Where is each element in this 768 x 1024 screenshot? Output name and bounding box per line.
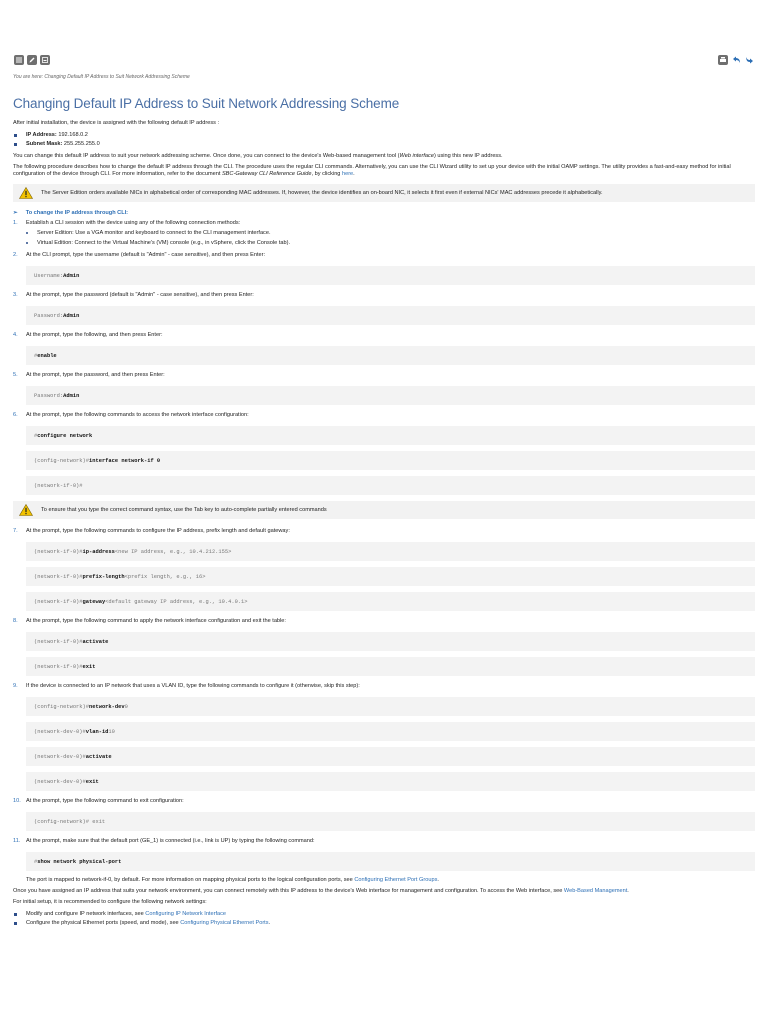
- code-block: (config-network)# exit: [26, 812, 755, 831]
- code-block: # show network physical-port: [26, 852, 755, 871]
- ethernet-port-groups-link[interactable]: Configuring Ethernet Port Groups: [354, 877, 438, 883]
- code-block: (network-if-0)# ip-address <new IP address, e.g., 10.4.212.155>: [26, 542, 755, 561]
- warning-icon: [19, 504, 33, 516]
- code-block: Username: Admin: [26, 266, 755, 285]
- toolbar-left: [14, 55, 50, 65]
- paragraph: The following procedure describes how to change the default IP address through the CLI. The procedure uses the regular CLI commands. Alternatively, you can use the CLI Wizard utility to set up your device with the initial OAMP settings. The utility provides a fast-and-easy method for initial configuration of the device through CLI. For more information, refer to the document SBC-Gateway CLI Reference Guide, by clicking here.: [13, 164, 731, 177]
- here-link[interactable]: here: [341, 171, 354, 177]
- step-6: 6. At the prompt, type the following commands to access the network interface configuration:: [13, 412, 249, 418]
- web-based-management-link[interactable]: Web-Based Management: [563, 888, 628, 894]
- code-block: (config-network)# interface network-if 0: [26, 451, 755, 470]
- code-block: # configure network: [26, 426, 755, 445]
- intro-text: After initial installation, the device is assigned with the following default IP address :: [13, 120, 220, 126]
- bookmark-icon[interactable]: [40, 55, 50, 65]
- step-3: 3. At the prompt, type the password (default is "Admin" - case sensitive), and then press Enter:: [13, 292, 254, 298]
- code-block: (network-if-0)# activate: [26, 632, 755, 651]
- step-9: 9. If the device is connected to an IP network that uses a VLAN ID, type the following commands to configure it (otherwise, skip this step):: [13, 683, 360, 689]
- code-block: (network-dev-0)# exit: [26, 772, 755, 791]
- next-arrow-icon[interactable]: [744, 55, 754, 65]
- toolbar-right: [718, 55, 754, 65]
- step-11: 11. At the prompt, make sure that the default port (GE_1) is connected (i.e., link is UP) by typing the following command:: [13, 838, 315, 844]
- code-block: # enable: [26, 346, 755, 365]
- list-item: Modify and configure IP network interfaces, see Configuring IP Network Interface: [13, 910, 755, 919]
- breadcrumb: You are here: Changing Default IP Address to Suit Network Addressing Scheme: [13, 74, 190, 80]
- procedure-heading: ➢ To change the IP address through CLI:: [13, 210, 129, 216]
- initial-setup-list: [13, 910, 755, 928]
- article-content: [13, 96, 755, 932]
- collapse-icon[interactable]: [14, 55, 24, 65]
- code-block: (network-if-0)# gateway <default gateway IP address, e.g., 10.4.0.1>: [26, 592, 755, 611]
- list-item: Virtual Edition: Connect to the Virtual Machine's (VM) console (e.g., in vSphere, click the Console tab).: [13, 238, 755, 248]
- tip-box: [13, 501, 755, 519]
- step-8: 8. At the prompt, type the following command to apply the network interface configuration and exit the table:: [13, 618, 286, 624]
- list-item: Configure the physical Ethernet ports (speed, and mode), see Configuring Physical Ethernet Ports.: [13, 919, 755, 928]
- note-box: [13, 184, 755, 202]
- paragraph: You can change this default IP address to suit your network addressing scheme. Once done, you can connect to the device's Web-based management tool (Web interface) using this new IP address.: [13, 153, 503, 159]
- physical-ethernet-ports-link[interactable]: Configuring Physical Ethernet Ports: [180, 920, 269, 926]
- code-block: (network-dev-0)# vlan-id 10: [26, 722, 755, 741]
- list-item: IP Address: 192.168.0.2: [13, 131, 755, 140]
- step-5: 5. At the prompt, type the password, and then press Enter:: [13, 372, 165, 378]
- code-block: (config-network)# network-dev 0: [26, 697, 755, 716]
- code-block: (network-if-0)# exit: [26, 657, 755, 676]
- step-1: 1. Establish a CLI session with the device using any of the following connection methods:: [13, 220, 241, 226]
- paragraph: Once you have assigned an IP address that suits your network environment, you can connect remotely with this IP address to the device's Web interface for management and configuration. To access the Web interface, see Web-Based Management.: [13, 888, 629, 894]
- step-2: 2. At the CLI prompt, type the username (default is "Admin" - case sensitive), and then press Enter:: [13, 252, 266, 258]
- connection-methods-list: [13, 228, 755, 248]
- previous-arrow-icon[interactable]: [731, 55, 741, 65]
- code-block: (network-if-0)#: [26, 476, 755, 495]
- code-block: Password: Admin: [26, 386, 755, 405]
- note-text: To ensure that you type the correct command syntax, use the Tab key to auto-complete partially entered commands: [41, 506, 327, 513]
- list-item: Server Edition: Use a VGA monitor and keyboard to connect to the CLI management interface.: [13, 228, 755, 238]
- default-settings-list: [13, 131, 755, 149]
- list-item: Subnet Mask: 255.255.255.0: [13, 140, 755, 149]
- procedure-arrow-icon: ➢: [13, 210, 18, 216]
- ip-network-interface-link[interactable]: Configuring IP Network Interface: [145, 911, 227, 917]
- code-block: (network-dev-0)# activate: [26, 747, 755, 766]
- warning-icon: [19, 187, 33, 199]
- port-note: The port is mapped to network-if-0, by default. For more information on mapping physical ports to the logical configuration ports, see Configuring Ethernet Port Groups.: [26, 877, 439, 883]
- page-title: Changing Default IP Address to Suit Network Addressing Scheme: [13, 96, 400, 111]
- step-4: 4. At the prompt, type the following, and then press Enter:: [13, 332, 163, 338]
- paragraph: For initial setup, it is recommended to configure the following network settings:: [13, 899, 207, 905]
- code-block: (network-if-0)# prefix-length <prefix length, e.g., 16>: [26, 567, 755, 586]
- note-text: The Server Edition orders available NICs in alphabetical order of corresponding MAC addresses. If, however, the device identifies an on-board NIC, it selects it first even if external NICs' MAC addresses precede it alphabetically.: [41, 189, 603, 196]
- edit-icon[interactable]: [27, 55, 37, 65]
- step-10: 10. At the prompt, type the following command to exit configuration:: [13, 798, 184, 804]
- print-icon[interactable]: [718, 55, 728, 65]
- step-7: 7. At the prompt, type the following commands to configure the IP address, prefix length and default gateway:: [13, 528, 290, 534]
- code-block: Password: Admin: [26, 306, 755, 325]
